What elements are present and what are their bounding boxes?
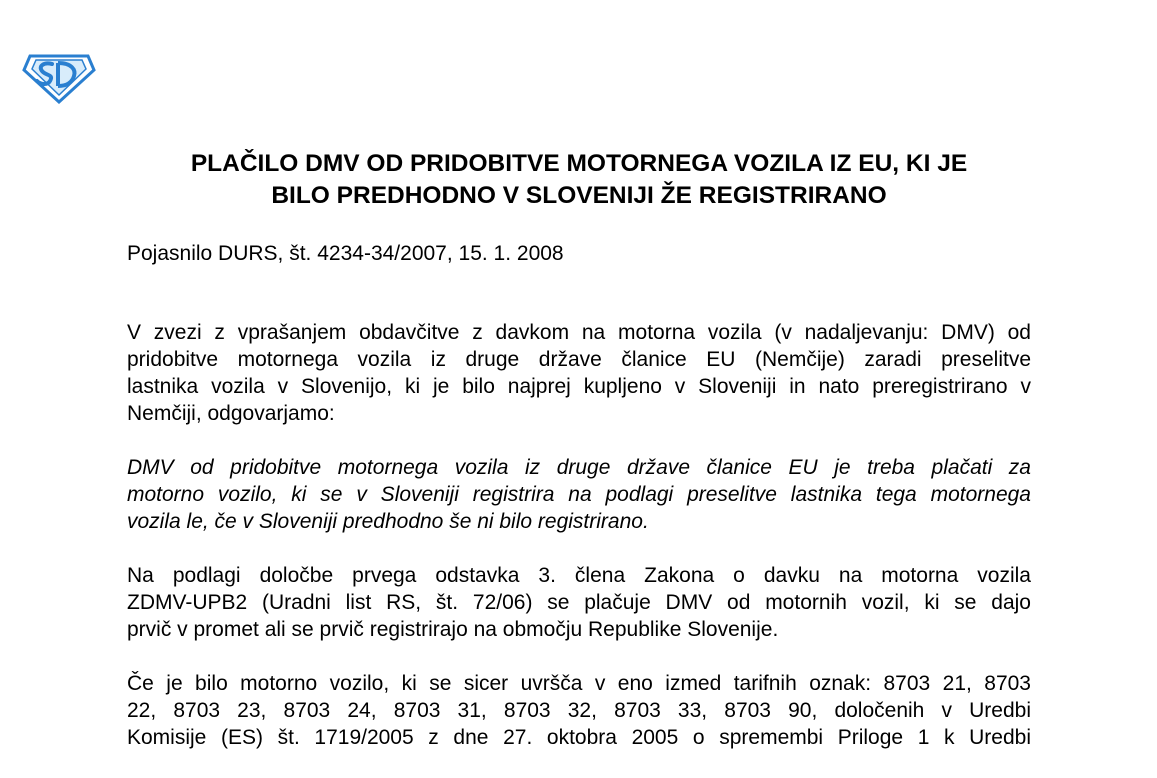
paragraph-tariff (127, 670, 1031, 751)
text-line: DMV od pridobitve motornega vozila iz druge države članice EU je treba plačati za (127, 456, 1031, 479)
text-line: 22, 8703 23, 8703 24, 8703 31, 8703 32, 8703 33, 8703 90, določenih v Uredbi (127, 699, 1031, 722)
text-line: Na podlagi določbe prvega odstavka 3. člena Zakona o davku na motorna vozila (127, 564, 1031, 587)
company-logo (22, 50, 96, 104)
text-line: Če je bilo motorno vozilo, ki se sicer uvršča v eno izmed tarifnih oznak: 8703 21, 8703 (127, 672, 1031, 695)
text-line: pridobitve motornega vozila iz druge države članice EU (Nemčije) zaradi preselitve (127, 348, 1031, 371)
text-line: prvič v promet ali se prvič registrirajo na območju Republike Slovenije. (127, 618, 779, 641)
sd-diamond-logo-icon (22, 50, 96, 104)
text-line: V zvezi z vprašanjem obdavčitve z davkom na motorna vozila (v nadaljevanju: DMV) od (127, 321, 1031, 344)
document-body (127, 319, 1031, 778)
text-line: Komisije (ES) št. 1719/2005 z dne 27. oktobra 2005 o spremembi Priloge 1 k Uredbi (127, 726, 1031, 749)
text-line: vozila le, če v Sloveniji predhodno še ni bilo registrirano. (127, 510, 649, 533)
document-reference: Pojasnilo DURS, št. 4234-34/2007, 15. 1. 2008 (127, 242, 564, 265)
title-line: BILO PREDHODNO V SLOVENIJI ŽE REGISTRIRANO (271, 182, 887, 209)
text-line: ZDMV-UPB2 (Uradni list RS, št. 72/06) se plačuje DMV od motornih vozil, ki se dajo (127, 591, 1031, 614)
paragraph-legal-basis (127, 562, 1031, 643)
document-title (127, 148, 1031, 212)
text-line: motorno vozilo, ki se v Sloveniji registrira na podlagi preselitve lastnika tega motornega (127, 483, 1031, 506)
paragraph-intro (127, 319, 1031, 427)
paragraph-answer (127, 454, 1031, 535)
text-line: Nemčiji, odgovarjamo: (127, 402, 335, 425)
title-line: PLAČILO DMV OD PRIDOBITVE MOTORNEGA VOZILA IZ EU, KI JE (190, 150, 968, 177)
text-line: lastnika vozila v Slovenijo, ki je bilo najprej kupljeno v Sloveniji in nato preregistrirano v (127, 375, 1031, 398)
